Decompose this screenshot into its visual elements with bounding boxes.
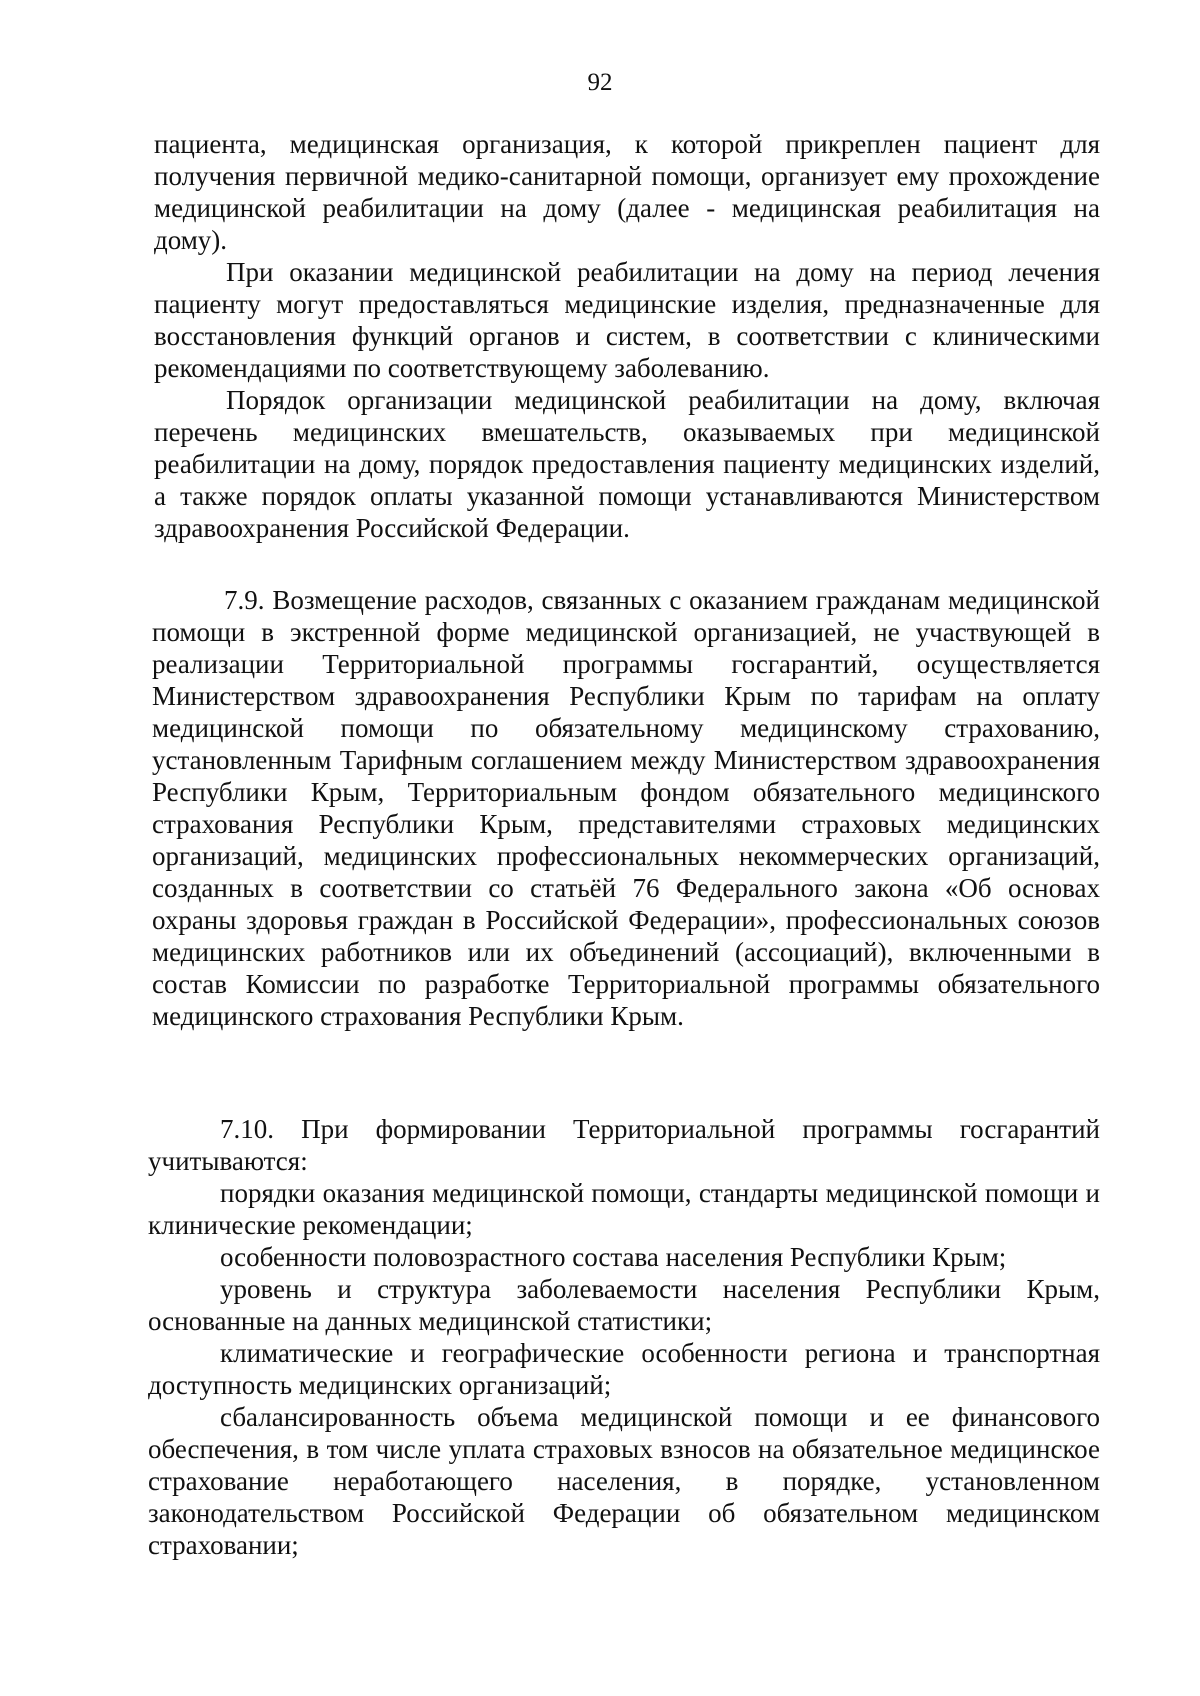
paragraph-medical-devices: При оказании медицинской реабилитации на дому на период лечения пациенту могут предоставляться медицинские изделия, предназначенные для восстановления функций органов и систем, в соответствии с клиническими рекомендациями по соответствующему заболеванию.: [154, 257, 1100, 383]
list-item: порядки оказания медицинской помощи, стандарты медицинской помощи и клинические рекомендации;: [148, 1178, 1100, 1240]
paragraph-continuation: пациента, медицинская организация, к которой прикреплен пациент для получения первичной медико-санитарной помощи, организует ему прохождение медицинской реабилитации на дому (далее - медицинская реабилитация на дому).: [154, 129, 1100, 255]
list-item: уровень и структура заболеваемости населения Республики Крым, основанные на данных медицинской статистики;: [148, 1274, 1100, 1336]
section-7-10-block: [148, 1113, 1100, 1561]
list-item: климатические и географические особенности региона и транспортная доступность медицинских организаций;: [148, 1338, 1100, 1400]
section-7-9-block: [152, 584, 1100, 1032]
paragraph-section-7-9: 7.9. Возмещение расходов, связанных с оказанием гражданам медицинской помощи в экстренной форме медицинской организацией, не участвующей в реализации Территориальной программы госгарантий, осуществляется Министерством здравоохранения Республики Крым по тарифам на оплату медицинской помощи по обязательному медицинскому страхованию, установленным Тарифным соглашением между Министерством здравоохранения Республики Крым, Территориальным фондом обязательного медицинского страхования Республики Крым, представителями страховых медицинских организаций, медицинских профессиональных некоммерческих организаций, созданных в соответствии со статьёй 76 Федерального закона «Об основах охраны здоровья граждан в Российской Федерации», профессиональных союзов медицинских работников или их объединений (ассоциаций), включенными в состав Комиссии по разработке Территориальной программы обязательного медицинского страхования Республики Крым.: [152, 585, 1100, 1031]
page-number: 92: [587, 69, 613, 96]
list-item: сбалансированность объема медицинской помощи и ее финансового обеспечения, в том числе уплата страховых взносов на обязательное медицинское страхование неработающего населения, в порядке, установленном законодательством Российской Федерации об обязательном медицинском страховании;: [148, 1402, 1100, 1560]
paragraph-section-7-10-intro: 7.10. При формировании Территориальной программы госгарантий учитываются:: [148, 1114, 1100, 1176]
upper-text-block: [154, 128, 1100, 544]
list-item: особенности половозрастного состава населения Республики Крым;: [220, 1242, 1007, 1272]
paragraph-rehab-procedure: Порядок организации медицинской реабилитации на дому, включая перечень медицинских вмешательств, оказываемых при медицинской реабилитации на дому, порядок предоставления пациенту медицинских изделий, а также порядок оплаты указанной помощи устанавливаются Министерством здравоохранения Российской Федерации.: [154, 385, 1100, 543]
